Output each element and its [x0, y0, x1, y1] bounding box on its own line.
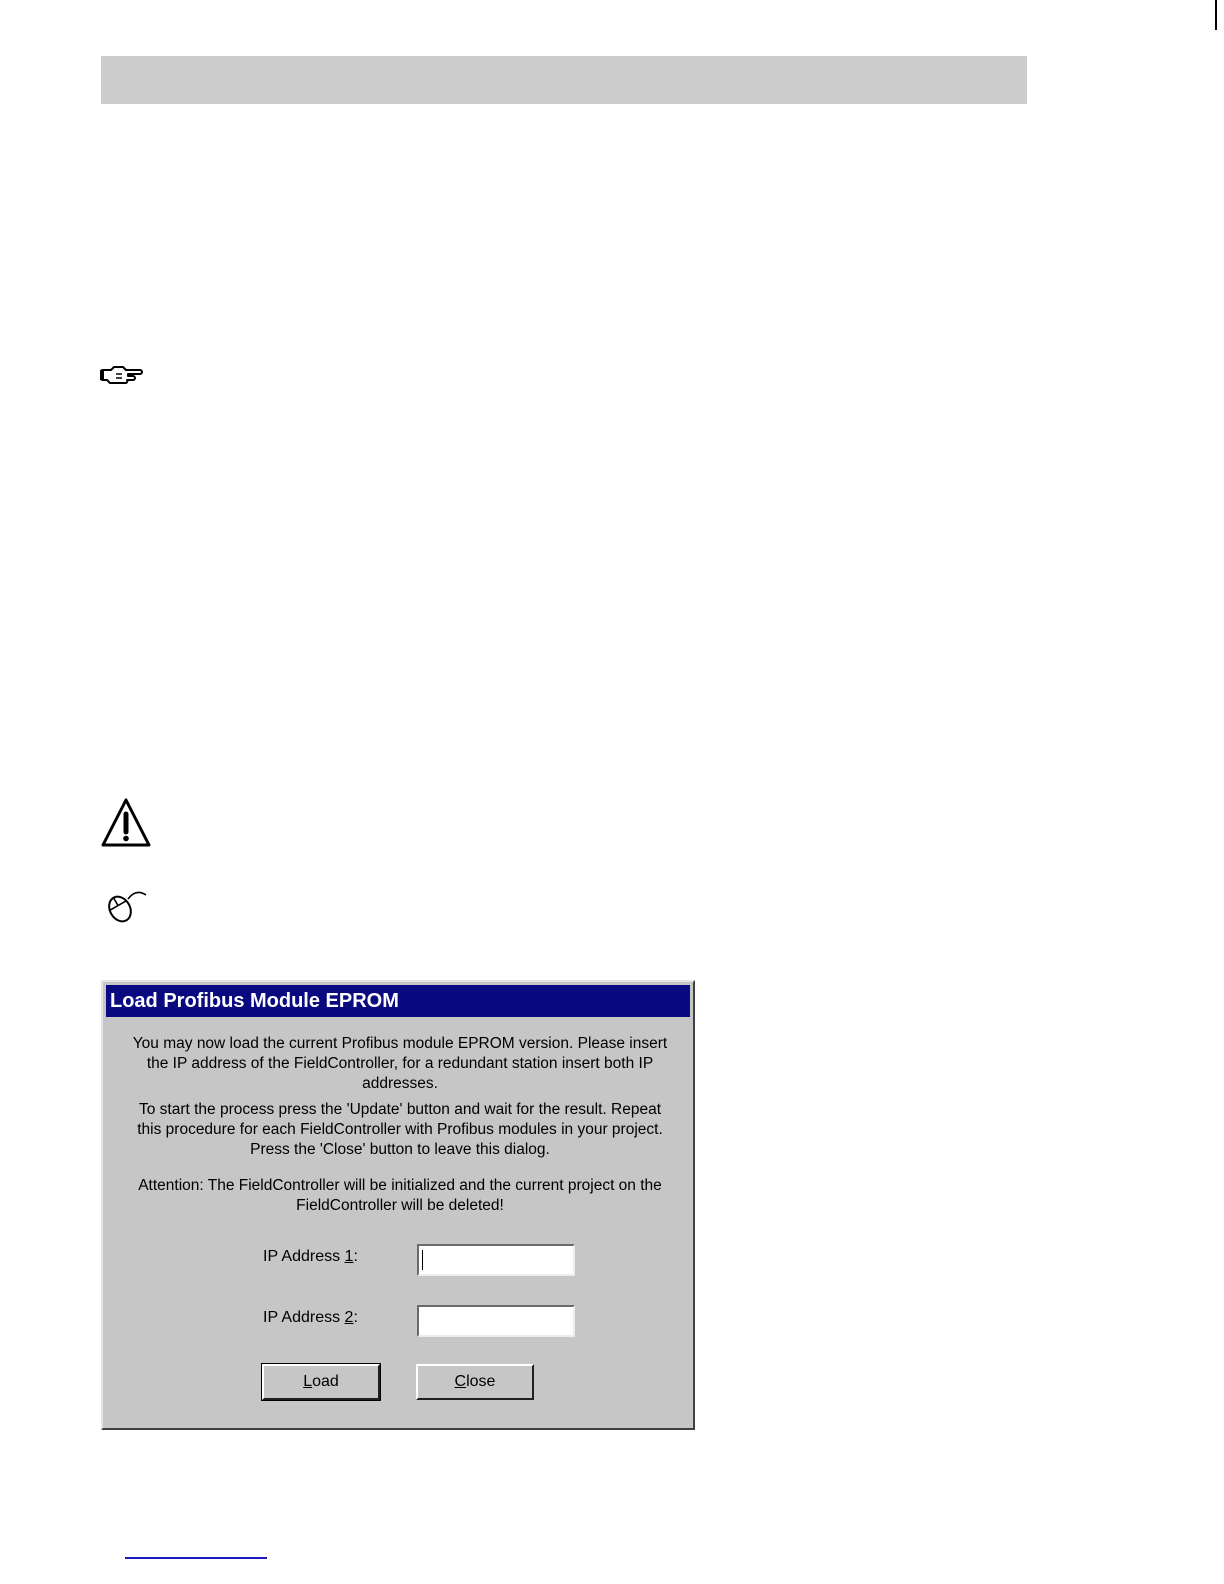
load-profibus-eprom-dialog — [101, 980, 695, 1430]
close-button-key: C — [454, 1373, 467, 1390]
footer-link-rule — [125, 1557, 267, 1559]
ip-address-2-label — [263, 1309, 358, 1327]
close-button[interactable] — [416, 1364, 534, 1400]
pointing-hand-icon — [100, 362, 148, 386]
dialog-message-intro: You may now load the current Profibus module EPROM version. Please insert the IP address of the FieldController, for a redundant station insert both IP addresses. — [132, 1035, 668, 1092]
load-button-key: L — [303, 1373, 313, 1390]
mouse-icon — [102, 889, 150, 923]
ip-address-2-label-colon: : — [353, 1309, 358, 1326]
dialog-message-instructions: To start the process press the 'Update' button and wait for the result. Repeat this procedure for each FieldController with Profibus modules in your project. Press the 'Close' button to leave this dialog. — [137, 1101, 663, 1158]
dialog-title: Load Profibus Module EPROM — [106, 985, 690, 1017]
ip-address-2-label-text: IP Address — [263, 1309, 345, 1326]
warning-icon — [100, 797, 152, 849]
dialog-message-attention: Attention: The FieldController will be initialized and the current project on the FieldController will be deleted! — [138, 1177, 662, 1214]
ip-address-2-input[interactable] — [417, 1305, 575, 1337]
load-button[interactable] — [262, 1364, 380, 1400]
header-bar — [101, 56, 1027, 104]
load-button-text: oad — [312, 1373, 339, 1390]
text-caret — [422, 1250, 423, 1270]
ip-address-2-label-key: 2 — [344, 1309, 354, 1326]
ip-address-1-label-text: IP Address — [263, 1248, 345, 1265]
ip-address-1-input[interactable] — [417, 1244, 575, 1276]
ip-address-1-label — [263, 1248, 358, 1266]
ip-address-1-label-key: 1 — [344, 1248, 354, 1265]
ip-address-1-label-colon: : — [353, 1248, 358, 1265]
page-edge-rule — [1215, 0, 1217, 30]
close-button-text: lose — [466, 1373, 496, 1390]
